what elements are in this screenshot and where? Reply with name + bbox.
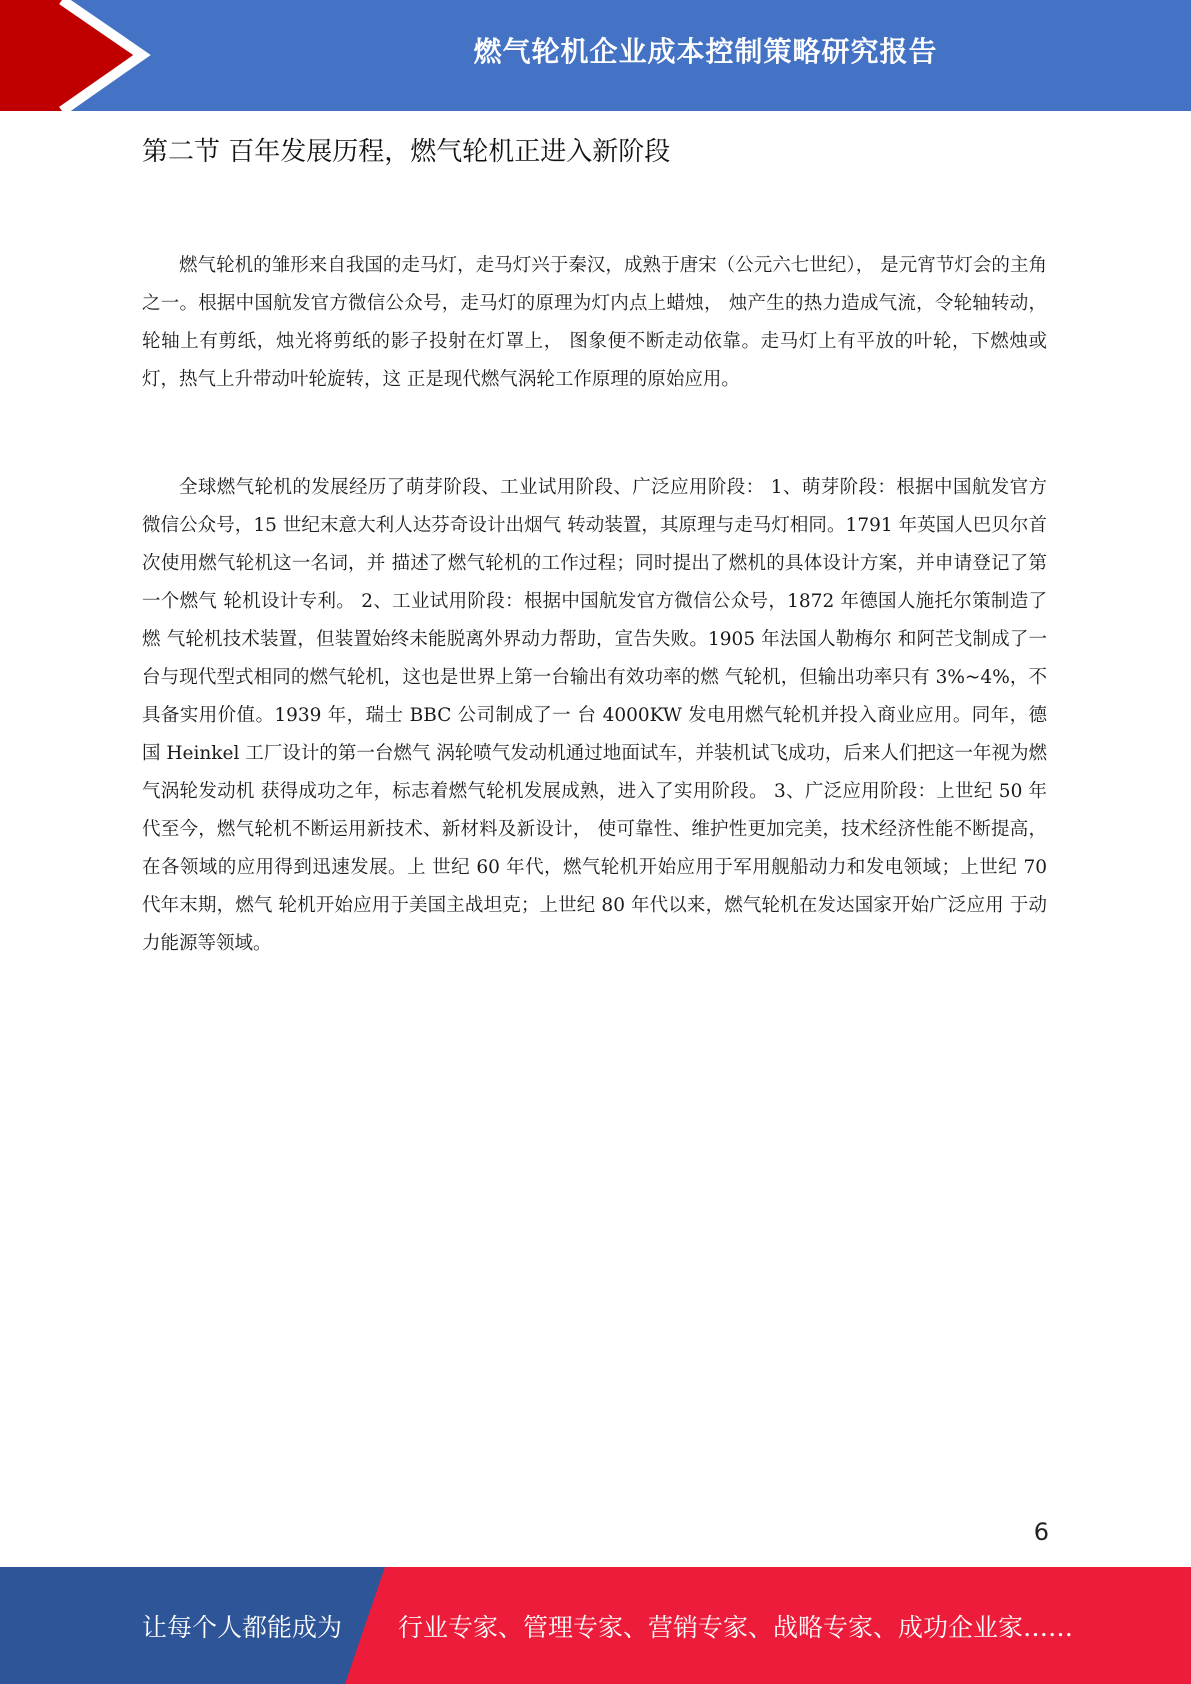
page-number: 6: [1033, 1518, 1049, 1546]
footer-slogan-right: 行业专家、管理专家、营销专家、战略专家、成功企业家……: [398, 1612, 1074, 1642]
paragraph-origin: 燃气轮机的雏形来自我国的走马灯，走马灯兴于秦汉，成熟于唐宋（公元六七世纪）， 是元宵节灯会的主角之一。根据中国航发官方微信公众号，走马灯的原理为灯内点上蜡烛， 烛产生的热力造成气流，令轮轴转动，轮轴上有剪纸，烛光将剪纸的影子投射在灯罩上， 图象便不断走动依靠。走马灯上有平放的叶轮，下燃烛或灯，热气上升带动叶轮旋转，这 正是现代燃气涡轮工作原理的原始应用。: [142, 255, 1047, 390]
page-footer: [0, 1567, 1191, 1684]
report-title: 燃气轮机企业成本控制策略研究报告: [473, 35, 938, 68]
page-header: [0, 0, 1191, 111]
paragraph-development: 全球燃气轮机的发展经历了萌芽阶段、工业试用阶段、广泛应用阶段： 1、萌芽阶段：根据中国航发官方微信公众号，15 世纪末意大利人达芬奇设计出烟气 转动装置，其原理与走马灯相同。1791 年英国人巴贝尔首次使用燃气轮机这一名词，并 描述了燃气轮机的工作过程；同时提出了燃机的具体设计方案，并申请登记了第一个燃气 轮机设计专利。 2、工业试用阶段：根据中国航发官方微信公众号，1872 年德国人施托尔策制造了燃 气轮机技术装置，但装置始终未能脱离外界动力帮助，宣告失败。1905 年法国人勒梅尔 和阿芒戈制成了一台与现代型式相同的燃气轮机，这也是世界上第一台输出有效功率的燃 气轮机，但输出功率只有 3%~4%，不具备实用价值。1939 年，瑞士 BBC 公司制成了一 台 4000KW 发电用燃气轮机并投入商业应用。同年，德国 Heinkel 工厂设计的第一台燃气 涡轮喷气发动机通过地面试车，并装机试飞成功，后来人们把这一年视为燃气涡轮发动机 获得成功之年，标志着燃气轮机发展成熟，进入了实用阶段。 3、广泛应用阶段：上世纪 50 年代至今，燃气轮机不断运用新技术、新材料及新设计， 使可靠性、维护性更加完美，技术经济性能不断提高，在各领域的应用得到迅速发展。上 世纪 60 年代，燃气轮机开始应用于军用舰船动力和发电领域；上世纪 70 代年末期，燃气 轮机开始应用于美国主战坦克；上世纪 80 年代以来，燃气轮机在发达国家开始广泛应用 于动力能源等领域。: [142, 477, 1047, 954]
section-title: 第二节 百年发展历程，燃气轮机正进入新阶段: [142, 137, 671, 167]
footer-slogan-left: 让每个人都能成为: [142, 1612, 343, 1642]
